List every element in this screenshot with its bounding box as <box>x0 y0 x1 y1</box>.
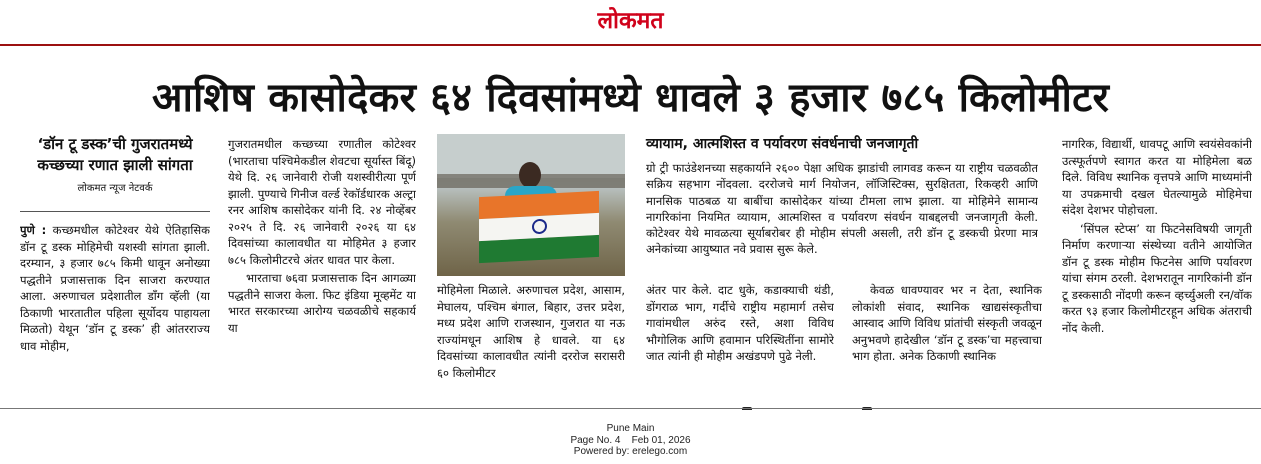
section-heading: व्यायाम, आत्मशिस्त व पर्यावरण संवर्धनाची जनजागृती <box>646 136 919 152</box>
article-column-4 <box>646 282 834 390</box>
masthead <box>0 0 1261 44</box>
footer-powered-by[interactable]: Powered by: erelego.com <box>573 446 688 457</box>
footer-edition: Pune Main <box>606 423 655 434</box>
byline-divider <box>20 211 210 212</box>
footer-page-date: Page No. 4 Feb 01, 2026 <box>570 434 691 446</box>
article-column-1 <box>20 222 210 390</box>
masthead-rule <box>0 44 1261 46</box>
section-body <box>646 160 1038 274</box>
lokmat-logo: लोकमत <box>597 7 664 34</box>
column-3-text: मोहिमेला मिळाले. अरुणाचल प्रदेश, आसाम, मेघालय, पश्चिम बंगाल, बिहार, उत्तर प्रदेश, मध्य प्रदेश आणि राजस्थान, गुजरात या नऊ राज्यांमधून आशिष हे धावले. या ६४ दिवसांच्या कालावधीत त्यांनी दररोज सरासरी ६० किलोमीटर <box>437 283 625 380</box>
column-2-paragraph-1: गुजरातमधील कच्छच्या रणातील कोटेश्वर (भारताचा पश्चिमेकडील शेवटचा सूर्यास्त बिंदू) येथे दि. २६ जानेवारी रोजी यशस्वीरीत्या पूर्ण झाली. पुण्याचे गिनीज वर्ल्ड रेकॉर्डधारक अल्ट्रा रनर आशिष कासोदेकर यांनी दि. २४ नोव्हेंबर २०२५ ते दि. २६ जानेवारी २०२६ या ६४ दिवसांच्या कालावधीत या मोहिमेत ३ हजार ७८५ किलोमीटरचे अंतर धावत पार केला. <box>228 137 416 267</box>
article-column-5 <box>852 282 1042 390</box>
story-subheadline: ‘डॉन टू डस्क’ची गुजरातमध्ये कच्छच्या रणात झाली सांगता <box>37 135 193 174</box>
column-5-text: केवळ धावण्यावर भर न देता, स्थानिक लोकांशी संवाद, स्थानिक खाद्यसंस्कृतीचा आस्वाद आणि विविध प्रांतांची संस्कृती जवळून अनुभवणे हादेखील ‘डॉन टू डस्क’चा महत्त्वाचा भाग होता. अनेक ठिकाणी स्थानिक <box>852 283 1042 363</box>
column-6-paragraph-2: ‘सिंपल स्टेप्स’ या फिटनेसविषयी जागृती निर्माण करणाऱ्या संस्थेच्या वतीने आयोजित डॉन टू डस्क मोहीम फिटनेस आणि पर्यावरण यांचा संगम ठरली. देशभरातून नागरिकांनी डॉन टू डस्कसाठी नोंदणी करून व्हर्च्युअली रन/वॉक करत ९३ हजार किलोमीटरहून अधिक अंतराची नोंद केली. <box>1062 221 1252 335</box>
column-4-text: अंतर पार केले. दाट धुके, कडाक्याची थंडी, डोंगराळ भाग, गर्दीचे राष्ट्रीय महामार्ग तसेच गावांमधील अरुंद रस्ते, अशा विविध भौगोलिक आणि हवामान परिस्थितींना सामोरे जात त्यांनी ही मोहीम अखंडपणे पुढे नेली. <box>646 283 834 363</box>
column-1-paragraph <box>20 222 210 354</box>
column-2-paragraph-2: भारताचा ७६वा प्रजासत्ताक दिन आगळ्या पद्धतीने साजरा केला. फिट इंडिया मूव्हमेंट या भारत सरकारच्या आरोग्य चळवळीचे सहकार्य या <box>228 271 416 335</box>
page-bottom-rule <box>0 408 1261 409</box>
article-column-3 <box>437 282 625 390</box>
dateline: पुणे : <box>20 223 47 237</box>
runner-with-flag-photo <box>437 134 625 276</box>
main-headline: आशिष कासोदेकर ६४ दिवसांमध्ये धावले ३ हजार ७८५ किलोमीटर <box>151 75 1110 121</box>
page-footer <box>0 423 1261 458</box>
byline: लोकमत न्यूज नेटवर्क <box>77 183 153 194</box>
column-6-paragraph-1: नागरिक, विद्यार्थी, धावपटू आणि स्वयंसेवकांनी उत्स्फूर्तपणे स्वागत करत या मोहिमेला बळ दिले. विविध स्थानिक वृत्तपत्रे आणि माध्यमांनी या उपक्रमाची दखल घेतल्यामुळे मोहिमेचा संदेश देशभर पोहोचला. <box>1062 137 1252 217</box>
section-body-text: ग्रो ट्री फाउंडेशनच्या सहकार्याने २६०० पेक्षा अधिक झाडांची लागवड करून या राष्ट्रीय चळवळीत सक्रिय सहभाग नोंदवला. दररोजचे मार्ग नियोजन, लॉजिस्टिक्स, सुरक्षितता, रिकव्हरी आणि मानसिक पाठबळ या बाबींचा कासोदेकर यांच्या टीमला लाभ झाला. या मोहिमेने सामान्य नागरिकांना नियमित व्यायाम, आत्मशिस्त व पर्यावरण संवर्धन याबद्दलची जनजागृती केली. कोटेश्वर येथे मावळत्या सूर्याबरोबर ही मोहीम संपली असली, तरी डॉन टू डस्कची प्रेरणा मात्र अनेकांच्या आयुष्यात नवे प्रवास सुरू केले. <box>646 161 1038 257</box>
column-1-text: कच्छमधील कोटेश्वर येथे ऐतिहासिक डॉन टू डस्क मोहिमेची यशस्वी सांगता झाली. दरम्यान, ३ हजार ७८५ किमी धावून अनोख्या पद्धतीने प्रजासत्ताक दिन साजरा करण्यात आला. अरुणाचल प्रदेशातील डॉंग व्हॅली (या ठिकाणी भारतातील पहिला सूर्योदय पाहायला मिळतो) येथून ‘डॉन टू डस्क’ ही आंतरराज्य धाव मोहीम, <box>20 223 210 353</box>
article-column-6 <box>1062 136 1252 390</box>
indian-flag-icon <box>479 191 599 263</box>
article-column-2 <box>228 136 416 390</box>
